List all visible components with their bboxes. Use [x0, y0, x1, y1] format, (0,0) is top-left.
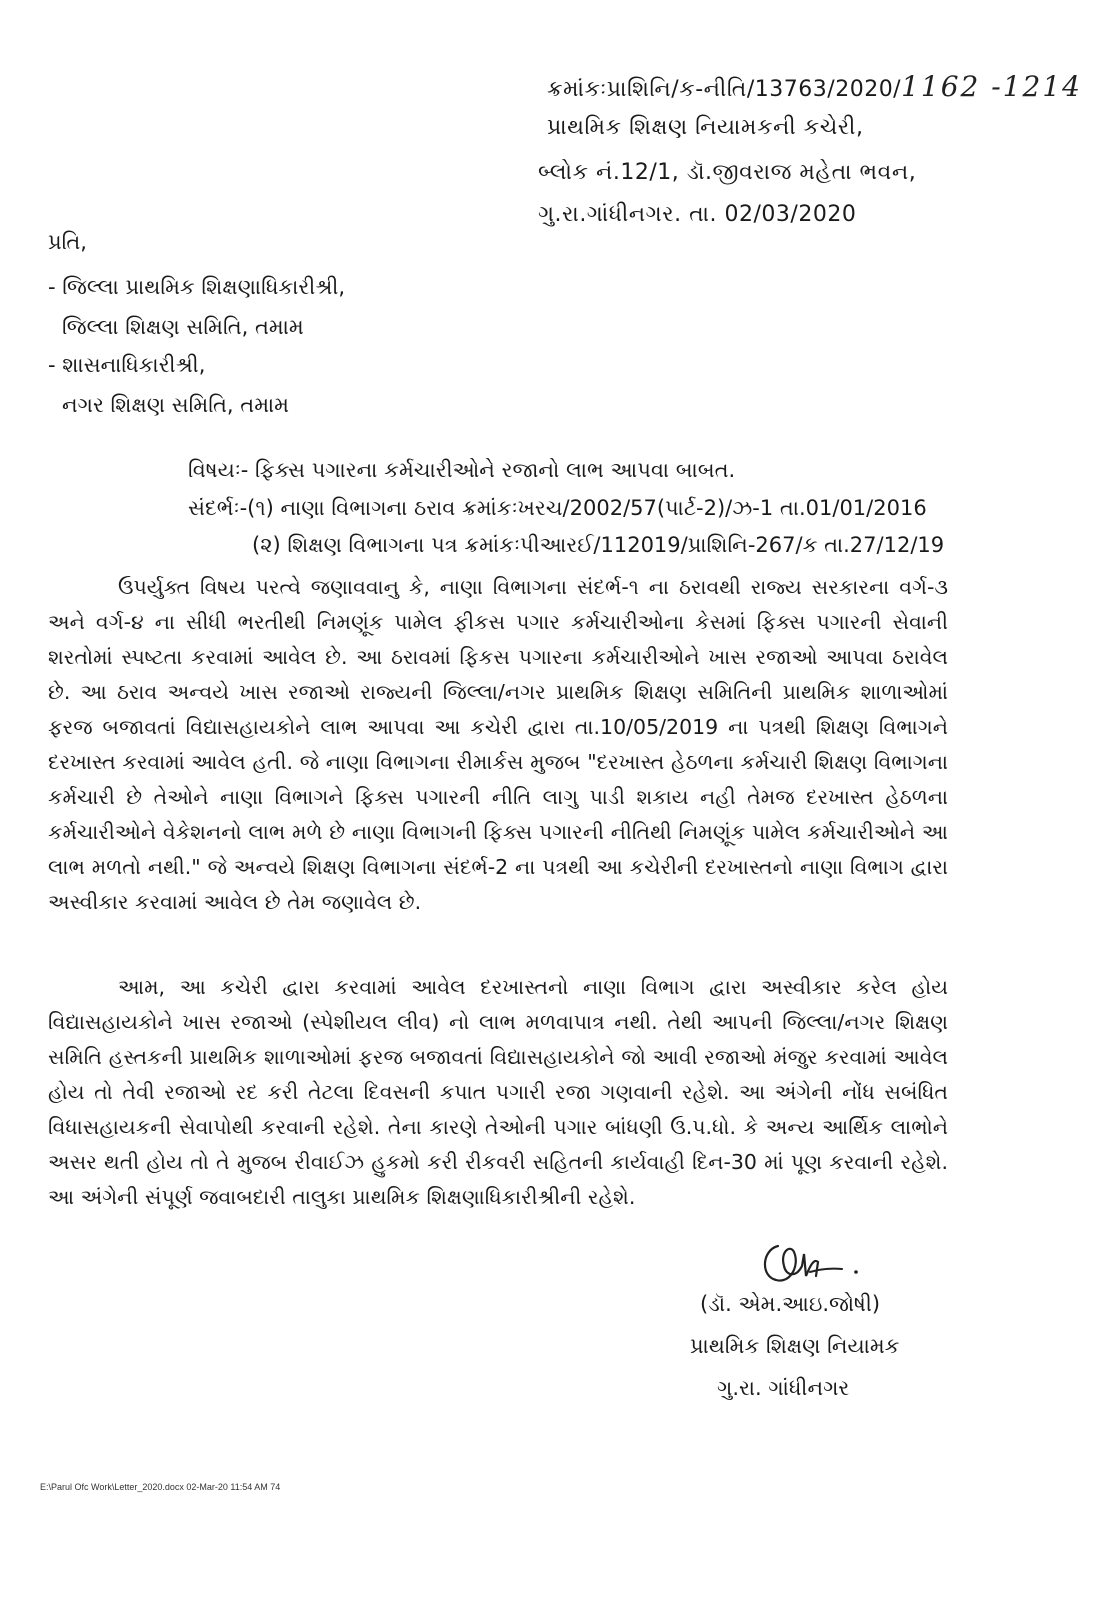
- reference-2: (૨) શિક્ષણ વિભાગના પત્ર ક્રમાંકઃપીઆરઈ/112019/પ્રાશિનિ-267/ક તા.27/12/19: [252, 533, 945, 557]
- body-paragraph-2: આમ, આ કચેરી દ્વારા કરવામાં આવેલ દરખાસ્તનો નાણા વિભાગ દ્વારા અસ્વીકાર કરેલ હોય વિદ્યાસહાયકોને ખાસ રજાઓ (સ્પેશીયલ લીવ) નો લાભ મળવાપાત્ર નથી. તેથી આપની જિલ્લા/નગર શિક્ષણ સમિતિ હસ્તકની પ્રાથમિક શાળાઓમાં ફરજ બજાવતાં વિદ્યાસહાયકોને જો આવી રજાઓ મંજુર કરવામાં આવેલ હોય તો તેવી રજાઓ રદ કરી તેટલા દિવસની કપાત પગારી રજા ગણવાની રહેશે. આ અંગેની નોંધ સબંધિત વિધાસહાયકની સેવાપોથી કરવાની રહેશે. તેના કારણે તેઓની પગાર બાંધણી ઉ.પ.ધો. કે અન્ય આર્થિક લાભોને અસર થતી હોય તો તે મુજબ રીવાઈઝ હુકમો કરી રીકવરી સહિતની કાર્યવાહી દિન-30 માં પૂણ કરવાની રહેશે. આ અંગેની સંપૂર્ણ જવાબદારી તાલુકા પ્રાથમિક શિક્ષણાધિકારીશ્રીની રહેશે.: [48, 975, 948, 1209]
- signatory-name: (ડૉ. એમ.આઇ.જોષી): [700, 1292, 881, 1316]
- office-name: પ્રાથમિક શિક્ષણ નિયામકની કચેરી,: [547, 115, 864, 140]
- signatory-place: ગુ.રા. ગાંધીનગર: [717, 1376, 850, 1400]
- file-path-footer: E:\Parul Ofc Work\Letter_2020.docx 02-Mar-20 11:54 AM 74: [40, 1482, 281, 1492]
- addressee-line-2: જિલ્લા શિક્ષણ સમિતિ, તમામ: [62, 315, 304, 339]
- reference-number: [547, 70, 1082, 103]
- reference-printed: ક્રમાંકઃપ્રાશિનિ/ક-નીતિ/13763/2020/: [547, 77, 902, 102]
- city-date: ગુ.રા.ગાંધીનગર. તા. 02/03/2020: [538, 202, 857, 227]
- addressee-line-4: નગર શિક્ષણ સમિતિ, તમામ: [62, 393, 289, 417]
- addressee-line-1: - જિલ્લા પ્રાથમિક શિક્ષણાધિકારીશ્રી,: [48, 275, 346, 299]
- subject-line: વિષયઃ- ફિક્સ પગારના કર્મચારીઓને રજાનો લાભ આપવા બાબત.: [188, 458, 736, 482]
- reference-handwritten: 1162 -1214: [901, 70, 1082, 103]
- body-paragraph-1: ઉપર્યુક્ત વિષય પરત્વે જણાવવાનુ કે, નાણા વિભાગના સંદર્ભ-૧ ના ઠરાવથી રાજ્ય સરકારના વર્ગ-૩ અને વર્ગ-૪ ના સીધી ભરતીથી નિમણૂંક પામેલ ફીકસ પગાર કર્મચારીઓના કેસમાં ફિક્સ પગારની સેવાની શરતોમાં સ્પષ્ટતા કરવામાં આવેલ છે. આ ઠરાવમાં ફિકસ પગારના કર્મચારીઓને ખાસ રજાઓ આપવા ઠરાવેલ છે. આ ઠરાવ અન્વયે ખાસ રજાઓ રાજ્યની જિલ્લા/નગર પ્રાથમિક શિક્ષણ સમિતિની પ્રાથમિક શાળાઓમાં ફરજ બજાવતાં વિદ્યાસહાયકોને લાભ આપવા આ કચેરી દ્વારા તા.10/05/2019 ના પત્રથી શિક્ષણ વિભાગને દરખાસ્ત કરવામાં આવેલ હતી. જે નાણા વિભાગના રીમાર્કસ મુજબ "દરખાસ્ત હેઠળના કર્મચારી શિક્ષણ વિભાગના કર્મચારી છે તેઓને નાણા વિભાગને ફિક્સ પગારની નીતિ લાગુ પાડી શકાય નહી તેમજ દરખાસ્ત હેઠળના કર્મચારીઓને વેકેશનનો લાભ મળે છે નાણા વિભાગની ફિક્સ પગારની નીતિથી નિમણૂંક પામેલ કર્મચારીઓને આ લાભ મળતો નથી." જે અન્વયે શિક્ષણ વિભાગના સંદર્ભ-2 ના પત્રથી આ કચેરીની દરખાસ્તનો નાણા વિભાગ દ્વારા અસ્વીકાર કરવામાં આવેલ છે તેમ જણાવેલ છે.: [48, 575, 948, 914]
- signatory-designation: પ્રાથમિક શિક્ષણ નિયામક: [690, 1334, 900, 1358]
- signature-mark: [756, 1236, 866, 1292]
- to-label: પ્રતિ,: [48, 230, 87, 254]
- reference-1: સંદર્ભઃ-(૧) નાણા વિભાગના ઠરાવ ક્રમાંકઃખરચ/2002/57(પાર્ટ-2)/ઝ-1 તા.01/01/2016: [188, 496, 927, 520]
- addressee-line-3: - શાસનાધિકારીશ્રી,: [48, 353, 206, 377]
- office-address: બ્લોક નં.12/1, ડૉ.જીવરાજ મહેતા ભવન,: [538, 160, 917, 185]
